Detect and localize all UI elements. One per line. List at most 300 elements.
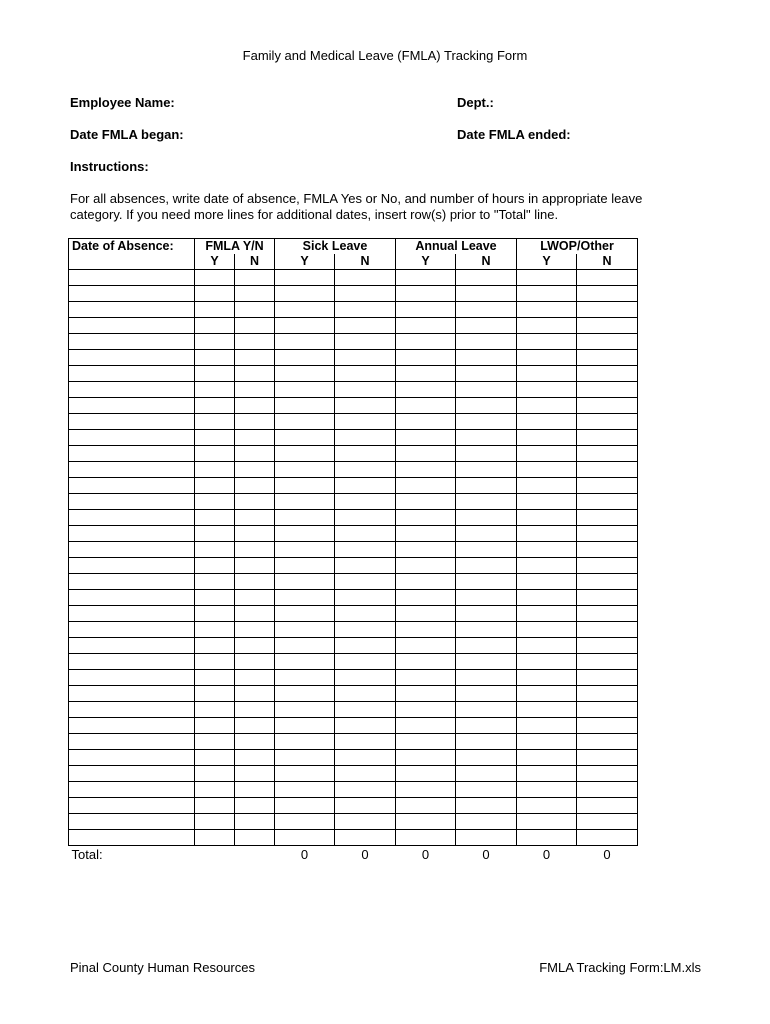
entry-cell[interactable] — [275, 798, 335, 814]
date-cell[interactable] — [69, 782, 195, 798]
entry-cell[interactable] — [396, 670, 456, 686]
entry-cell[interactable] — [195, 574, 235, 590]
entry-cell[interactable] — [456, 462, 517, 478]
entry-cell[interactable] — [577, 814, 638, 830]
entry-cell[interactable] — [577, 350, 638, 366]
entry-cell[interactable] — [577, 526, 638, 542]
entry-cell[interactable] — [195, 366, 235, 382]
entry-cell[interactable] — [275, 766, 335, 782]
entry-cell[interactable] — [235, 766, 275, 782]
entry-cell[interactable] — [456, 478, 517, 494]
entry-cell[interactable] — [335, 366, 396, 382]
entry-cell[interactable] — [195, 494, 235, 510]
entry-cell[interactable] — [456, 638, 517, 654]
entry-cell[interactable] — [195, 830, 235, 846]
entry-cell[interactable] — [195, 382, 235, 398]
entry-cell[interactable] — [517, 638, 577, 654]
entry-cell[interactable] — [396, 318, 456, 334]
entry-cell[interactable] — [335, 558, 396, 574]
entry-cell[interactable] — [275, 446, 335, 462]
entry-cell[interactable] — [396, 750, 456, 766]
entry-cell[interactable] — [195, 510, 235, 526]
entry-cell[interactable] — [195, 814, 235, 830]
entry-cell[interactable] — [577, 462, 638, 478]
entry-cell[interactable] — [456, 718, 517, 734]
entry-cell[interactable] — [577, 494, 638, 510]
entry-cell[interactable] — [517, 654, 577, 670]
entry-cell[interactable] — [577, 718, 638, 734]
entry-cell[interactable] — [577, 830, 638, 846]
entry-cell[interactable] — [275, 382, 335, 398]
entry-cell[interactable] — [577, 510, 638, 526]
entry-cell[interactable] — [195, 462, 235, 478]
date-cell[interactable] — [69, 286, 195, 302]
entry-cell[interactable] — [195, 526, 235, 542]
entry-cell[interactable] — [335, 750, 396, 766]
entry-cell[interactable] — [335, 622, 396, 638]
entry-cell[interactable] — [235, 814, 275, 830]
entry-cell[interactable] — [335, 302, 396, 318]
entry-cell[interactable] — [335, 510, 396, 526]
entry-cell[interactable] — [577, 334, 638, 350]
entry-cell[interactable] — [577, 286, 638, 302]
entry-cell[interactable] — [517, 366, 577, 382]
entry-cell[interactable] — [456, 318, 517, 334]
entry-cell[interactable] — [235, 638, 275, 654]
date-cell[interactable] — [69, 638, 195, 654]
entry-cell[interactable] — [235, 734, 275, 750]
entry-cell[interactable] — [195, 270, 235, 286]
entry-cell[interactable] — [577, 542, 638, 558]
date-cell[interactable] — [69, 590, 195, 606]
entry-cell[interactable] — [235, 590, 275, 606]
entry-cell[interactable] — [517, 270, 577, 286]
entry-cell[interactable] — [235, 718, 275, 734]
entry-cell[interactable] — [577, 622, 638, 638]
entry-cell[interactable] — [517, 830, 577, 846]
entry-cell[interactable] — [335, 494, 396, 510]
date-cell[interactable] — [69, 766, 195, 782]
entry-cell[interactable] — [517, 702, 577, 718]
date-cell[interactable] — [69, 702, 195, 718]
date-cell[interactable] — [69, 798, 195, 814]
entry-cell[interactable] — [335, 318, 396, 334]
entry-cell[interactable] — [517, 318, 577, 334]
entry-cell[interactable] — [195, 286, 235, 302]
entry-cell[interactable] — [517, 734, 577, 750]
entry-cell[interactable] — [195, 542, 235, 558]
date-cell[interactable] — [69, 718, 195, 734]
entry-cell[interactable] — [235, 382, 275, 398]
entry-cell[interactable] — [396, 366, 456, 382]
entry-cell[interactable] — [195, 686, 235, 702]
entry-cell[interactable] — [396, 734, 456, 750]
entry-cell[interactable] — [235, 654, 275, 670]
entry-cell[interactable] — [396, 462, 456, 478]
entry-cell[interactable] — [275, 702, 335, 718]
entry-cell[interactable] — [235, 574, 275, 590]
entry-cell[interactable] — [335, 734, 396, 750]
entry-cell[interactable] — [396, 350, 456, 366]
entry-cell[interactable] — [456, 654, 517, 670]
entry-cell[interactable] — [396, 478, 456, 494]
date-cell[interactable] — [69, 830, 195, 846]
entry-cell[interactable] — [275, 638, 335, 654]
entry-cell[interactable] — [517, 782, 577, 798]
entry-cell[interactable] — [235, 526, 275, 542]
entry-cell[interactable] — [335, 462, 396, 478]
entry-cell[interactable] — [235, 510, 275, 526]
entry-cell[interactable] — [396, 558, 456, 574]
entry-cell[interactable] — [235, 398, 275, 414]
entry-cell[interactable] — [235, 542, 275, 558]
entry-cell[interactable] — [577, 750, 638, 766]
entry-cell[interactable] — [335, 782, 396, 798]
date-cell[interactable] — [69, 382, 195, 398]
entry-cell[interactable] — [195, 302, 235, 318]
entry-cell[interactable] — [456, 830, 517, 846]
entry-cell[interactable] — [195, 702, 235, 718]
entry-cell[interactable] — [235, 798, 275, 814]
entry-cell[interactable] — [275, 366, 335, 382]
date-cell[interactable] — [69, 366, 195, 382]
entry-cell[interactable] — [517, 718, 577, 734]
entry-cell[interactable] — [275, 526, 335, 542]
date-cell[interactable] — [69, 814, 195, 830]
entry-cell[interactable] — [577, 302, 638, 318]
entry-cell[interactable] — [335, 414, 396, 430]
entry-cell[interactable] — [235, 670, 275, 686]
entry-cell[interactable] — [335, 430, 396, 446]
entry-cell[interactable] — [456, 590, 517, 606]
entry-cell[interactable] — [195, 782, 235, 798]
entry-cell[interactable] — [396, 446, 456, 462]
entry-cell[interactable] — [275, 430, 335, 446]
entry-cell[interactable] — [517, 414, 577, 430]
entry-cell[interactable] — [275, 654, 335, 670]
entry-cell[interactable] — [275, 286, 335, 302]
entry-cell[interactable] — [577, 686, 638, 702]
entry-cell[interactable] — [456, 670, 517, 686]
entry-cell[interactable] — [275, 814, 335, 830]
date-cell[interactable] — [69, 654, 195, 670]
entry-cell[interactable] — [275, 302, 335, 318]
entry-cell[interactable] — [517, 622, 577, 638]
entry-cell[interactable] — [235, 430, 275, 446]
entry-cell[interactable] — [195, 766, 235, 782]
entry-cell[interactable] — [235, 286, 275, 302]
date-cell[interactable] — [69, 494, 195, 510]
date-cell[interactable] — [69, 478, 195, 494]
entry-cell[interactable] — [275, 606, 335, 622]
entry-cell[interactable] — [456, 350, 517, 366]
date-cell[interactable] — [69, 398, 195, 414]
entry-cell[interactable] — [235, 830, 275, 846]
entry-cell[interactable] — [235, 318, 275, 334]
entry-cell[interactable] — [235, 302, 275, 318]
entry-cell[interactable] — [577, 638, 638, 654]
entry-cell[interactable] — [195, 798, 235, 814]
entry-cell[interactable] — [456, 494, 517, 510]
entry-cell[interactable] — [517, 574, 577, 590]
date-cell[interactable] — [69, 686, 195, 702]
date-cell[interactable] — [69, 606, 195, 622]
entry-cell[interactable] — [335, 830, 396, 846]
entry-cell[interactable] — [335, 766, 396, 782]
entry-cell[interactable] — [577, 382, 638, 398]
entry-cell[interactable] — [577, 702, 638, 718]
entry-cell[interactable] — [335, 718, 396, 734]
entry-cell[interactable] — [396, 830, 456, 846]
date-cell[interactable] — [69, 510, 195, 526]
entry-cell[interactable] — [275, 350, 335, 366]
entry-cell[interactable] — [396, 414, 456, 430]
date-cell[interactable] — [69, 334, 195, 350]
date-cell[interactable] — [69, 558, 195, 574]
entry-cell[interactable] — [577, 430, 638, 446]
entry-cell[interactable] — [275, 318, 335, 334]
entry-cell[interactable] — [335, 334, 396, 350]
entry-cell[interactable] — [335, 654, 396, 670]
entry-cell[interactable] — [456, 622, 517, 638]
entry-cell[interactable] — [335, 574, 396, 590]
entry-cell[interactable] — [456, 606, 517, 622]
entry-cell[interactable] — [275, 718, 335, 734]
entry-cell[interactable] — [396, 382, 456, 398]
entry-cell[interactable] — [517, 542, 577, 558]
date-cell[interactable] — [69, 622, 195, 638]
entry-cell[interactable] — [577, 414, 638, 430]
entry-cell[interactable] — [456, 366, 517, 382]
entry-cell[interactable] — [235, 414, 275, 430]
entry-cell[interactable] — [396, 398, 456, 414]
entry-cell[interactable] — [335, 398, 396, 414]
entry-cell[interactable] — [396, 622, 456, 638]
entry-cell[interactable] — [577, 606, 638, 622]
entry-cell[interactable] — [235, 702, 275, 718]
entry-cell[interactable] — [195, 750, 235, 766]
entry-cell[interactable] — [396, 574, 456, 590]
entry-cell[interactable] — [235, 494, 275, 510]
entry-cell[interactable] — [517, 350, 577, 366]
entry-cell[interactable] — [335, 590, 396, 606]
entry-cell[interactable] — [517, 494, 577, 510]
entry-cell[interactable] — [195, 430, 235, 446]
entry-cell[interactable] — [195, 350, 235, 366]
entry-cell[interactable] — [195, 670, 235, 686]
entry-cell[interactable] — [517, 750, 577, 766]
entry-cell[interactable] — [456, 814, 517, 830]
entry-cell[interactable] — [577, 398, 638, 414]
entry-cell[interactable] — [456, 270, 517, 286]
entry-cell[interactable] — [275, 542, 335, 558]
entry-cell[interactable] — [335, 670, 396, 686]
entry-cell[interactable] — [396, 814, 456, 830]
entry-cell[interactable] — [396, 782, 456, 798]
entry-cell[interactable] — [456, 798, 517, 814]
entry-cell[interactable] — [517, 446, 577, 462]
date-cell[interactable] — [69, 750, 195, 766]
entry-cell[interactable] — [396, 510, 456, 526]
entry-cell[interactable] — [517, 510, 577, 526]
entry-cell[interactable] — [275, 462, 335, 478]
entry-cell[interactable] — [335, 606, 396, 622]
entry-cell[interactable] — [577, 478, 638, 494]
entry-cell[interactable] — [235, 782, 275, 798]
entry-cell[interactable] — [195, 622, 235, 638]
date-cell[interactable] — [69, 670, 195, 686]
entry-cell[interactable] — [456, 286, 517, 302]
entry-cell[interactable] — [275, 270, 335, 286]
entry-cell[interactable] — [235, 622, 275, 638]
entry-cell[interactable] — [275, 478, 335, 494]
date-cell[interactable] — [69, 270, 195, 286]
entry-cell[interactable] — [517, 606, 577, 622]
entry-cell[interactable] — [577, 318, 638, 334]
entry-cell[interactable] — [275, 414, 335, 430]
entry-cell[interactable] — [577, 270, 638, 286]
entry-cell[interactable] — [577, 446, 638, 462]
entry-cell[interactable] — [456, 574, 517, 590]
entry-cell[interactable] — [517, 382, 577, 398]
entry-cell[interactable] — [396, 686, 456, 702]
entry-cell[interactable] — [517, 814, 577, 830]
entry-cell[interactable] — [517, 286, 577, 302]
entry-cell[interactable] — [235, 350, 275, 366]
entry-cell[interactable] — [275, 558, 335, 574]
date-cell[interactable] — [69, 414, 195, 430]
entry-cell[interactable] — [517, 334, 577, 350]
entry-cell[interactable] — [195, 734, 235, 750]
date-cell[interactable] — [69, 446, 195, 462]
entry-cell[interactable] — [235, 606, 275, 622]
entry-cell[interactable] — [456, 542, 517, 558]
entry-cell[interactable] — [235, 446, 275, 462]
entry-cell[interactable] — [456, 382, 517, 398]
entry-cell[interactable] — [235, 462, 275, 478]
entry-cell[interactable] — [275, 398, 335, 414]
entry-cell[interactable] — [335, 478, 396, 494]
entry-cell[interactable] — [577, 654, 638, 670]
entry-cell[interactable] — [396, 638, 456, 654]
entry-cell[interactable] — [335, 814, 396, 830]
entry-cell[interactable] — [456, 430, 517, 446]
entry-cell[interactable] — [396, 766, 456, 782]
entry-cell[interactable] — [456, 558, 517, 574]
entry-cell[interactable] — [456, 334, 517, 350]
entry-cell[interactable] — [517, 558, 577, 574]
entry-cell[interactable] — [456, 734, 517, 750]
entry-cell[interactable] — [275, 830, 335, 846]
entry-cell[interactable] — [396, 286, 456, 302]
entry-cell[interactable] — [335, 526, 396, 542]
entry-cell[interactable] — [335, 542, 396, 558]
entry-cell[interactable] — [195, 398, 235, 414]
entry-cell[interactable] — [517, 798, 577, 814]
entry-cell[interactable] — [456, 702, 517, 718]
entry-cell[interactable] — [275, 734, 335, 750]
entry-cell[interactable] — [396, 302, 456, 318]
entry-cell[interactable] — [456, 766, 517, 782]
entry-cell[interactable] — [195, 558, 235, 574]
entry-cell[interactable] — [235, 334, 275, 350]
date-cell[interactable] — [69, 734, 195, 750]
entry-cell[interactable] — [456, 302, 517, 318]
entry-cell[interactable] — [275, 334, 335, 350]
entry-cell[interactable] — [577, 366, 638, 382]
entry-cell[interactable] — [335, 446, 396, 462]
entry-cell[interactable] — [235, 750, 275, 766]
entry-cell[interactable] — [275, 750, 335, 766]
entry-cell[interactable] — [577, 670, 638, 686]
entry-cell[interactable] — [335, 286, 396, 302]
entry-cell[interactable] — [396, 702, 456, 718]
entry-cell[interactable] — [577, 590, 638, 606]
entry-cell[interactable] — [456, 446, 517, 462]
entry-cell[interactable] — [517, 398, 577, 414]
entry-cell[interactable] — [195, 718, 235, 734]
entry-cell[interactable] — [456, 750, 517, 766]
entry-cell[interactable] — [275, 686, 335, 702]
entry-cell[interactable] — [456, 526, 517, 542]
date-cell[interactable] — [69, 318, 195, 334]
entry-cell[interactable] — [577, 782, 638, 798]
entry-cell[interactable] — [396, 798, 456, 814]
entry-cell[interactable] — [195, 446, 235, 462]
entry-cell[interactable] — [275, 622, 335, 638]
entry-cell[interactable] — [517, 766, 577, 782]
entry-cell[interactable] — [335, 686, 396, 702]
entry-cell[interactable] — [275, 510, 335, 526]
entry-cell[interactable] — [577, 766, 638, 782]
entry-cell[interactable] — [396, 430, 456, 446]
entry-cell[interactable] — [517, 590, 577, 606]
entry-cell[interactable] — [275, 494, 335, 510]
entry-cell[interactable] — [396, 494, 456, 510]
entry-cell[interactable] — [456, 686, 517, 702]
entry-cell[interactable] — [396, 334, 456, 350]
entry-cell[interactable] — [396, 270, 456, 286]
entry-cell[interactable] — [517, 478, 577, 494]
entry-cell[interactable] — [275, 670, 335, 686]
date-cell[interactable] — [69, 542, 195, 558]
entry-cell[interactable] — [195, 334, 235, 350]
entry-cell[interactable] — [335, 270, 396, 286]
entry-cell[interactable] — [396, 718, 456, 734]
entry-cell[interactable] — [577, 734, 638, 750]
entry-cell[interactable] — [517, 430, 577, 446]
entry-cell[interactable] — [275, 574, 335, 590]
entry-cell[interactable] — [517, 462, 577, 478]
entry-cell[interactable] — [456, 782, 517, 798]
entry-cell[interactable] — [235, 366, 275, 382]
entry-cell[interactable] — [195, 318, 235, 334]
entry-cell[interactable] — [456, 414, 517, 430]
entry-cell[interactable] — [335, 638, 396, 654]
entry-cell[interactable] — [517, 686, 577, 702]
date-cell[interactable] — [69, 302, 195, 318]
date-cell[interactable] — [69, 526, 195, 542]
entry-cell[interactable] — [335, 798, 396, 814]
entry-cell[interactable] — [335, 702, 396, 718]
entry-cell[interactable] — [235, 270, 275, 286]
entry-cell[interactable] — [195, 590, 235, 606]
entry-cell[interactable] — [195, 654, 235, 670]
entry-cell[interactable] — [517, 302, 577, 318]
entry-cell[interactable] — [335, 382, 396, 398]
date-cell[interactable] — [69, 430, 195, 446]
date-cell[interactable] — [69, 462, 195, 478]
